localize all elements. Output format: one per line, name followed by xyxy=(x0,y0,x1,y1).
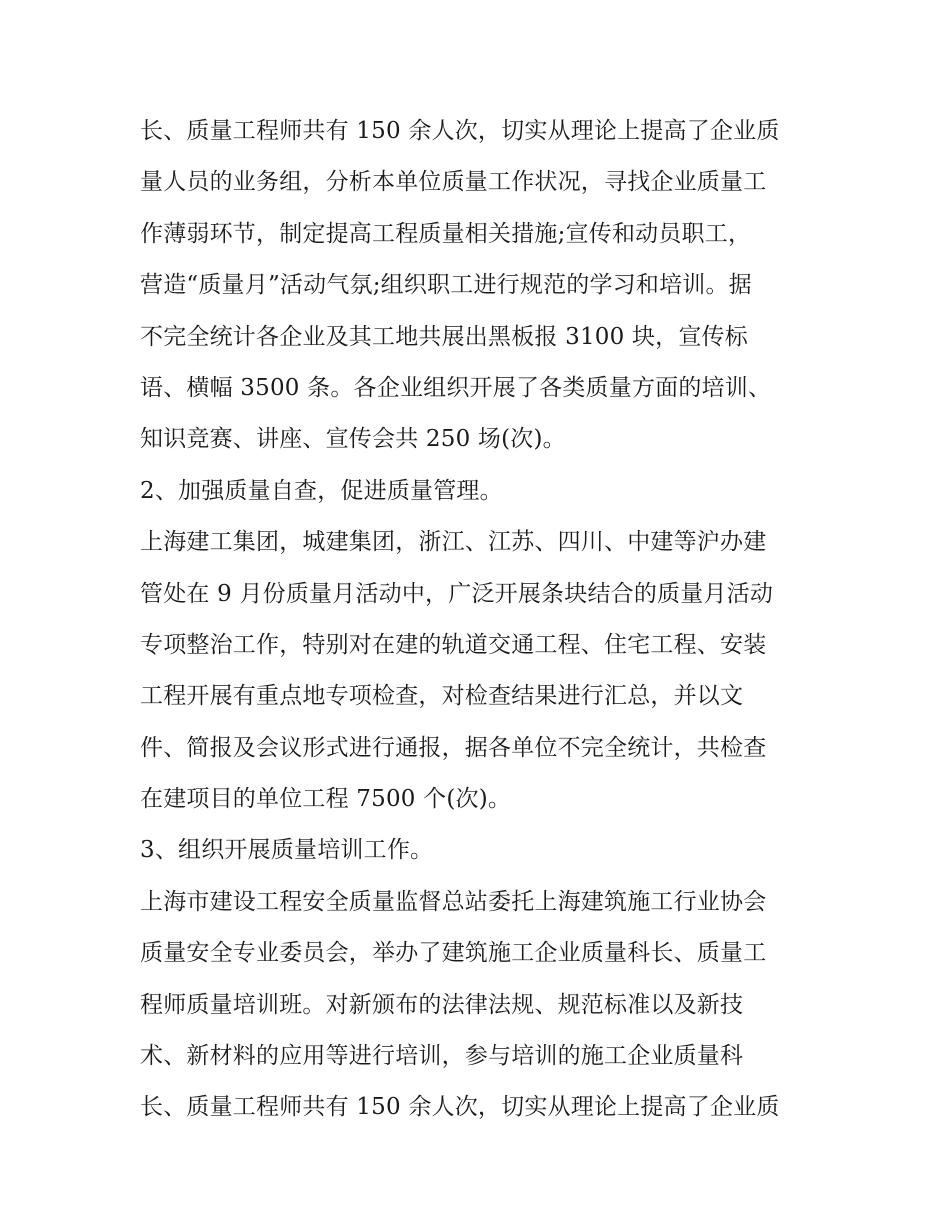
text-line: 在建项目的单位工程 7500 个(次)。 xyxy=(140,786,512,813)
text-line: 语、横幅 3500 条。各企业组织开展了各类质量方面的培训、 xyxy=(140,374,772,401)
body-text xyxy=(140,106,830,1134)
text-line: 专项整治工作，特别对在建的轨道交通工程、住宅工程、安装 xyxy=(140,631,767,658)
text-line: 件、简报及会议形式进行通报，据各单位不完全统计，共检查 xyxy=(140,734,767,761)
text-line: 工程开展有重点地专项检查，对检查结果进行汇总，并以文 xyxy=(140,683,744,710)
text-line: 不完全统计各企业及其工地共展出黑板报 3100 块，宣传标 xyxy=(140,323,748,350)
text-line: 术、新材料的应用等进行培训，参与培训的施工企业质量科 xyxy=(140,1043,744,1070)
text-line: 上海建工集团，城建集团，浙江、江苏、四川、中建等沪办建 xyxy=(140,529,767,556)
text-line: 长、质量工程师共有 150 余人次，切实从理论上提高了企业质 xyxy=(140,118,780,144)
text-line: 作薄弱环节，制定提高工程质量相关措施;宣传和动员职工， xyxy=(140,220,752,247)
text-line: 营造“质量月”活动气氛;组织职工进行规范的学习和培训。据 xyxy=(140,272,752,299)
text-line: 上海市建设工程安全质量监督总站委托上海建筑施工行业协会 xyxy=(140,888,767,915)
text-line: 长、质量工程师共有 150 余人次，切实从理论上提高了企业质 xyxy=(140,1094,780,1121)
text-line: 量人员的业务组，分析本单位质量工作状况，寻找企业质量工 xyxy=(140,169,767,196)
text-line: 质量安全专业委员会，举办了建筑施工企业质量科长、质量工 xyxy=(140,940,767,967)
section-heading: 3、组织开展质量培训工作。 xyxy=(140,837,434,864)
text-line: 程师质量培训班。对新颁布的法律法规、规范标准以及新技 xyxy=(140,991,744,1018)
section-heading: 2、加强质量自查，促进质量管理。 xyxy=(140,477,503,504)
text-line: 知识竞赛、讲座、宣传会共 250 场(次)。 xyxy=(140,426,566,453)
text-line: 管处在 9 月份质量月活动中，广泛开展条块结合的质量月活动 xyxy=(140,580,774,607)
